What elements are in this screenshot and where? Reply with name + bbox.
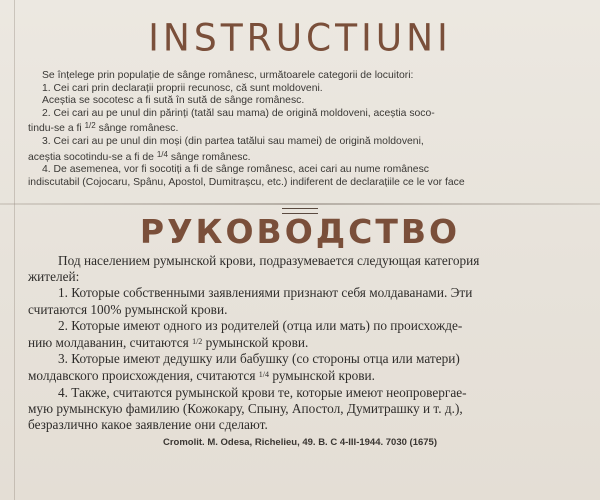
romanian-item-3-line-2	[28, 149, 584, 165]
printer-imprint: Cromolit. M. Odesa, Richelieu, 49. B. C 4-III-1944. 7030 (1675)	[162, 437, 438, 448]
russian-item-2-post: румынской крови.	[202, 335, 309, 351]
russian-intro-line-2: жителей:	[28, 269, 80, 285]
romanian-item-1-line-1: 1. Cei cari prin declarații proprii recunosc, că sunt moldoveni.	[42, 82, 323, 94]
romanian-item-3-post: sânge românesc.	[167, 151, 251, 163]
russian-item-4-line-3: безразлично какое заявление они сделают.	[28, 417, 268, 433]
russian-item-2-pre: нию молдаванин, считаются	[28, 335, 193, 351]
russian-item-3-line-2	[28, 367, 584, 384]
russian-item-2-line-1: 2. Которые имеют одного из родителей (отца или мать) по происхожде-	[58, 317, 463, 333]
romanian-item-2-fraction: 1/2	[84, 121, 96, 131]
russian-item-4-line-1: 4. Также, считаются румынской крови те, которые имеют неопровергае-	[58, 384, 467, 400]
russian-item-1-line-2: считаются 100% румынской крови.	[28, 301, 228, 317]
russian-item-3-post: румынской крови.	[269, 368, 376, 384]
romanian-intro: Se înțelege prin populație de sânge românesc, următoarele categorii de locuitori:	[42, 70, 414, 81]
russian-item-4-line-2: мую румынскую фамилию (Кожокару, Спыну, Апостол, Думитрашку и т. д.),	[28, 400, 463, 416]
russian-item-2-line-2	[28, 334, 584, 351]
romanian-item-1-line-2: Aceștia se socotesc a fi sută în sută de sânge românesc.	[42, 95, 305, 107]
russian-text	[28, 253, 584, 433]
romanian-item-3-pre: aceștia socotindu-se a fi de	[28, 151, 157, 163]
romanian-item-4-line-1: 4. De asemenea, vor fi socotiți a fi de sânge românesc, acei cari au nume românesc	[42, 164, 429, 176]
russian-item-3-fraction: 1/4	[258, 370, 270, 380]
romanian-item-2-post: sânge românesc.	[95, 123, 179, 135]
russian-intro-line-1: Под населением румынской крови, подразумевается следующая категория	[58, 253, 480, 268]
russian-title: РУКОВОДСТВО	[139, 212, 461, 251]
romanian-title: INSTRUCTIUNI	[148, 16, 452, 61]
romanian-item-2-line-1: 2. Cei cari au pe unul din părinți (tatăl sau mama) de origină moldoveni, aceștia soco-	[42, 107, 435, 119]
russian-item-3-line-1: 3. Которые имеют дедушку или бабушку (со стороны отца или матери)	[58, 351, 460, 367]
romanian-item-2-line-2	[28, 120, 584, 136]
romanian-item-2-pre: tindu-se a fi	[28, 123, 85, 135]
romanian-item-4-line-2: indiscutabil (Cojocaru, Spânu, Apostol, Dumitrașcu, etc.) indiferent de declarațiile ce le vor face	[28, 176, 465, 188]
russian-item-1-line-1: 1. Которые собственными заявлениями признают себя молдаванами. Эти	[58, 285, 473, 301]
romanian-item-3-line-1: 3. Cei cari au pe unul din moși (din partea tatălui sau mamei) de origină moldoveni,	[42, 135, 424, 147]
russian-item-3-pre: молдавского происхождения, считаются	[28, 368, 259, 384]
russian-item-2-fraction: 1/2	[192, 337, 203, 347]
romanian-text	[28, 70, 584, 189]
romanian-item-3-fraction: 1/4	[156, 149, 168, 159]
